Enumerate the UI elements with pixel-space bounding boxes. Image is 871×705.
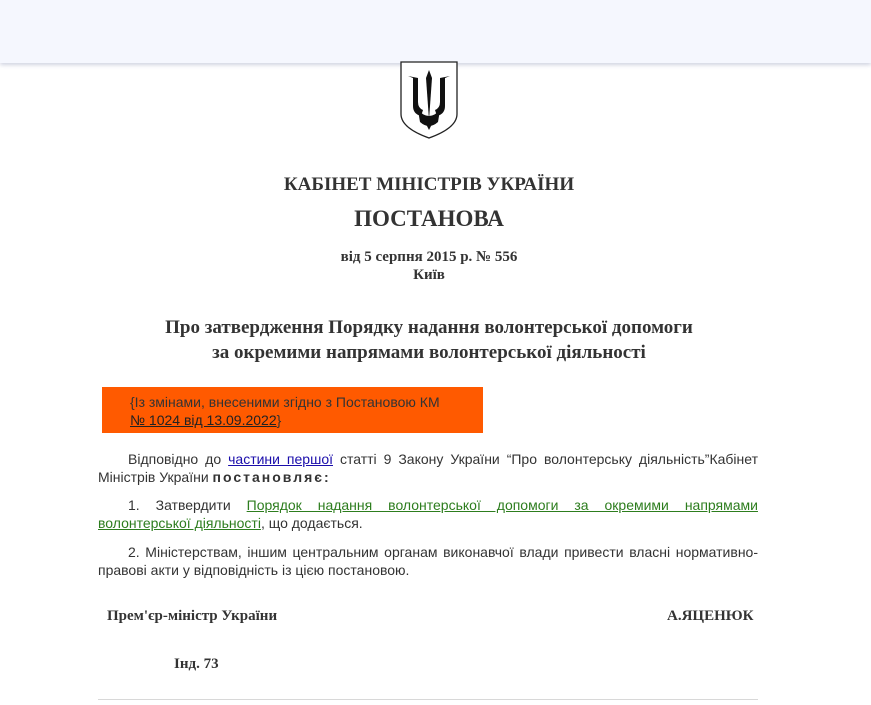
- amendment-link[interactable]: № 1024 від 13.09.2022: [130, 412, 277, 428]
- divider: [98, 699, 758, 700]
- item1-text-end: , що додається.: [260, 515, 363, 531]
- document-title: [98, 315, 760, 365]
- preamble-text-end: статті 9 Закону України “Про волонтерську діяльність”Кабінет Міністрів України: [98, 451, 759, 485]
- item1-text-start: 1. Затвердити: [128, 497, 247, 513]
- preamble-text-start: Відповідно до: [128, 451, 229, 467]
- document-kind-heading: ПОСТАНОВА: [354, 206, 504, 231]
- index-number: Інд. 73: [174, 656, 219, 672]
- signatory-name: А.ЯЦЕНЮК: [667, 608, 754, 624]
- amendment-prefix: {Із змінами, внесеними згідно з Постановою КМ: [130, 394, 440, 410]
- trident-icon: [398, 58, 460, 140]
- city: Київ: [413, 267, 445, 283]
- procedure-link[interactable]: Порядок надання волонтерської допомоги за окремими напрямами волонтерської діяльності: [98, 497, 758, 531]
- organization-heading: КАБІНЕТ МІНІСТРІВ УКРАЇНИ: [283, 174, 575, 195]
- top-bar: [0, 0, 871, 63]
- title-line-2: за окремими напрямами волонтерської діяльності: [212, 342, 646, 363]
- date-city-block: [98, 248, 760, 284]
- resolves-emphasis: постановляє:: [212, 469, 331, 485]
- paragraph-item-1: [98, 496, 758, 532]
- amendment-note: [102, 387, 483, 433]
- date-number: від 5 серпня 2015 р. № 556: [340, 249, 518, 265]
- paragraph-item-2: 2. Міністерствам, іншим центральним органам виконавчої влади привести власні нормативно-правові акти у відповідність із цією постановою.: [98, 544, 758, 578]
- signatory-position: Прем'єр-міністр України: [107, 608, 278, 624]
- paragraph-preamble: [98, 450, 758, 486]
- title-line-1: Про затвердження Порядку надання волонтерської допомоги: [165, 317, 693, 338]
- law-part-link[interactable]: частини першої: [228, 451, 333, 467]
- amendment-suffix: }: [276, 412, 282, 428]
